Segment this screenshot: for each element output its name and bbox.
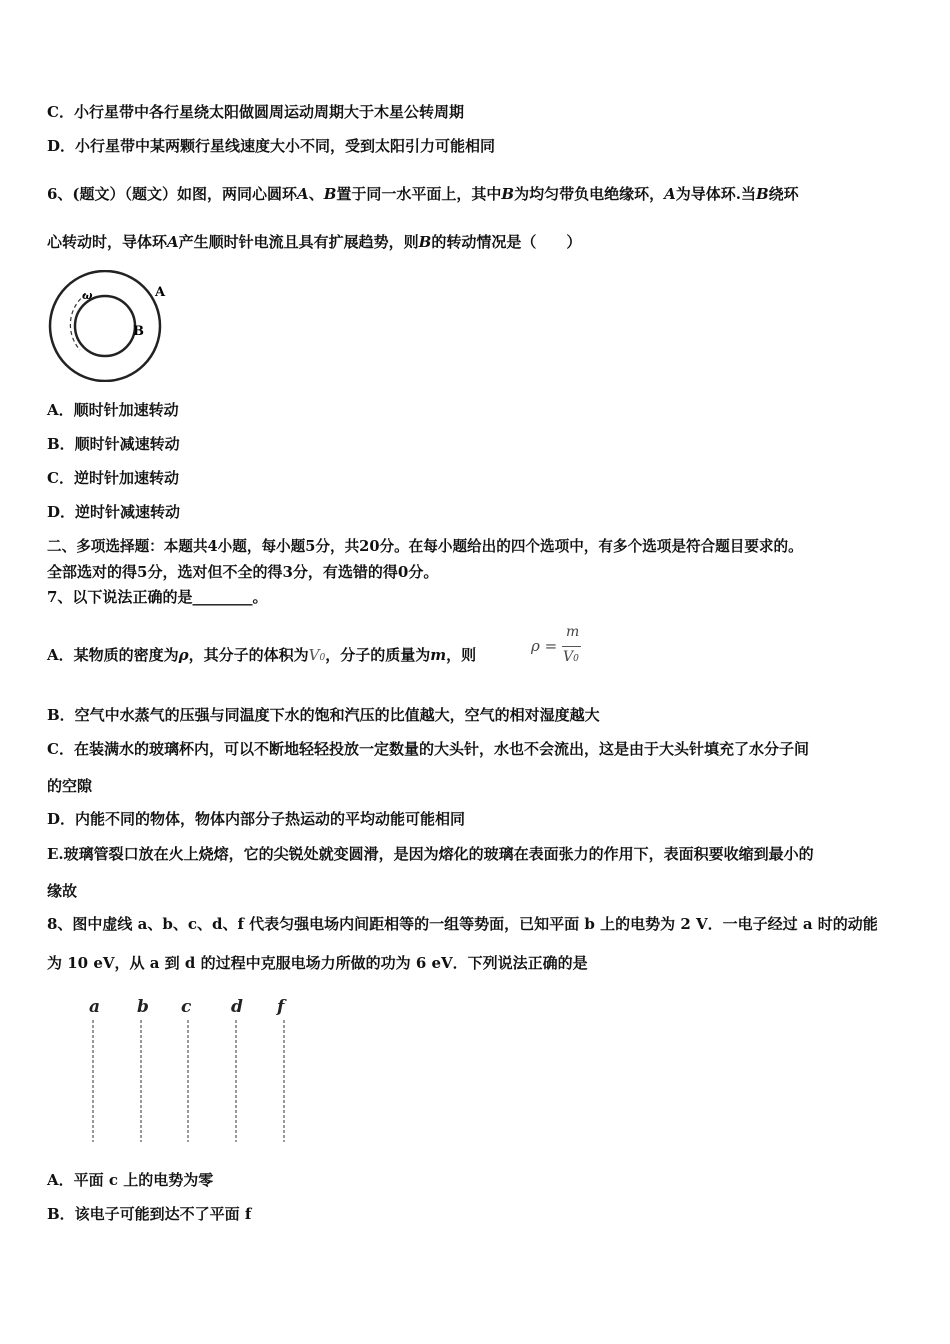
q6-stem-text: 6、(题文）（题文）如图，两同心圆环 [47, 185, 298, 203]
q5-option-c: C．小行星带中各行星绕太阳做圆周运动周期大于木星公转周期 [47, 103, 464, 121]
q6-var-b: B [323, 185, 337, 203]
q7-rho: ρ [178, 646, 189, 664]
q7-option-a [47, 645, 476, 668]
q7-opt-a-text: A．某物质的密度为 [47, 646, 179, 664]
q8-option-b: B．该电子可能到达不了平面 f [47, 1205, 252, 1223]
q7-v0-sub: 0 [319, 653, 326, 663]
q6-var-b: B [755, 185, 769, 203]
q6-var-a: A [297, 185, 309, 203]
formula-den-sub: 0 [573, 654, 579, 664]
q7-v0-v: V [308, 646, 320, 664]
plane-label-d: d [231, 997, 243, 1017]
q5-option-d: D．小行星带中某两颗行星线速度大小不同，受到太阳引力可能相同 [47, 137, 496, 155]
q8-stem-line2: 为 10 eV，从 a 到 d 的过程中克服电场力所做的功为 6 eV．下列说法正确的是 [47, 954, 588, 972]
q6-stem-text: 产生顺时针电流且具有扩展趋势，则 [178, 233, 419, 251]
q7-option-c-line1: C．在装满水的玻璃杯内，可以不断地轻轻投放一定数量的大头针，水也不会流出，这是由于大头针填充了水分子间 [47, 740, 809, 758]
q6-stem-line2 [47, 232, 581, 252]
q7-v0 [309, 646, 326, 664]
section2-instructions-line2: 全部选对的得5分，选对但不全的得3分，有选错的得0分。 [47, 563, 439, 581]
q6-stem-text: 的转动情况是（ ） [431, 233, 582, 251]
formula-fraction-bar [562, 646, 581, 647]
omega-label: ω [82, 289, 93, 302]
q7-option-e-line1: E.玻璃管裂口放在火上烧熔，它的尖锐处就变圆滑，是因为熔化的玻璃在表面张力的作用下，表面积要收缩到最小的 [47, 845, 814, 863]
q7-opt-a-text: ，其分子的体积为 [188, 646, 309, 664]
q6-var-b: B [501, 185, 515, 203]
plane-label-f: f [277, 997, 285, 1017]
q7-density-formula [531, 624, 591, 670]
q7-option-d: D．内能不同的物体，物体内部分子热运动的平均动能可能相同 [47, 810, 466, 828]
q8-option-a: A．平面 c 上的电势为零 [47, 1171, 214, 1189]
plane-label-b: b [137, 997, 149, 1017]
ring-b-inner [75, 296, 135, 356]
q7-option-b: B．空气中水蒸气的压强与同温度下水的饱和汽压的比值越大，空气的相对湿度越大 [47, 706, 600, 724]
plane-label-a: a [89, 997, 101, 1017]
q6-stem-text: 置于同一水平面上，其中 [336, 185, 502, 203]
q6-sep: 、 [308, 185, 324, 203]
q6-stem-line1 [47, 184, 799, 204]
q8-stem-line1: 8、图中虚线 a、b、c、d、f 代表匀强电场内间距相等的一组等势面，已知平面 b 上的电势为 2 V．一电子经过 a 时的动能 [47, 915, 878, 933]
q8-equipotential-figure [80, 992, 300, 1144]
q7-stem: 7、以下说法正确的是________。 [47, 588, 268, 606]
q7-option-e-line2: 缘故 [47, 882, 78, 900]
formula-denominator [563, 649, 579, 665]
plane-label-c: c [181, 997, 192, 1017]
section2-instructions-line1: 二、多项选择题：本题共4小题，每小题5分，共20分。在每小题给出的四个选项中，有多个选项是符合题目要求的。 [47, 538, 803, 555]
q6-option-b: B．顺时针减速转动 [47, 435, 180, 453]
q6-var-a: A [167, 233, 179, 251]
q7-opt-a-text: ，则 [446, 646, 477, 664]
q6-option-d: D．逆时针减速转动 [47, 503, 181, 521]
q7-opt-a-text: ，分子的质量为 [325, 646, 431, 664]
q6-option-a: A．顺时针加速转动 [47, 401, 179, 419]
ring-label-b: B [133, 324, 144, 339]
formula-numerator: m [566, 624, 580, 640]
q6-option-c: C．逆时针加速转动 [47, 469, 179, 487]
formula-den-v: V [563, 649, 574, 665]
q7-m: m [430, 646, 447, 664]
q6-stem-text: 为均匀带负电绝缘环， [514, 185, 665, 203]
q6-stem-text: 心转动时，导体环 [47, 233, 168, 251]
q6-stem-text: 绕环 [768, 185, 799, 203]
formula-lhs: ρ = [531, 637, 558, 655]
q6-ring-figure [40, 270, 170, 382]
q6-stem-text: 为导体环.当 [675, 185, 756, 203]
q6-var-a: A [664, 185, 676, 203]
ring-label-a: A [155, 285, 166, 300]
q6-var-b: B [418, 233, 432, 251]
q7-option-c-line2: 的空隙 [47, 777, 93, 795]
